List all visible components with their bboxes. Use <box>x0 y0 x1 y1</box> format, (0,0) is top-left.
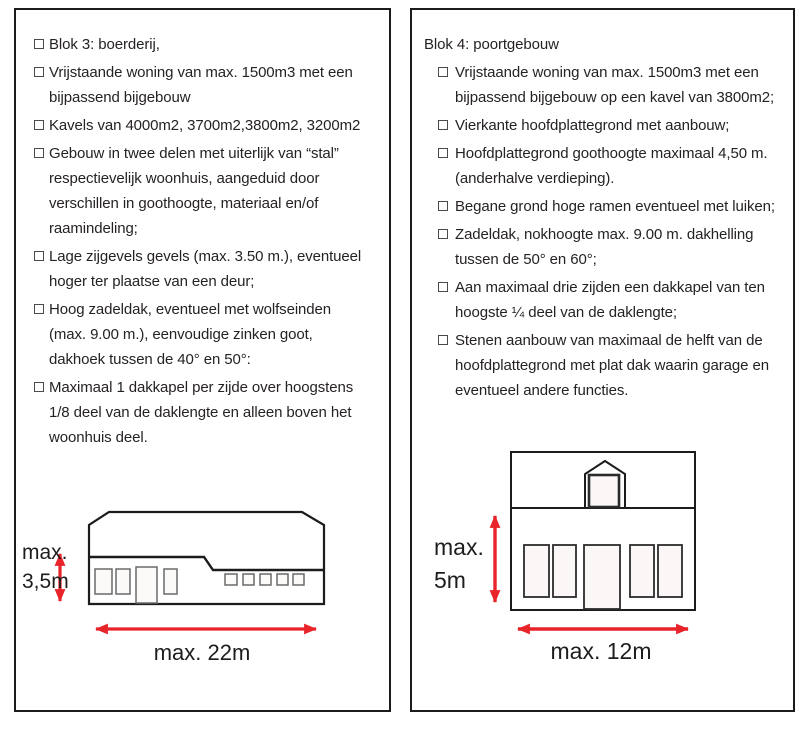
height-label-line2: 5m <box>434 567 466 593</box>
height-label-line2: 3,5m <box>22 570 69 593</box>
window <box>658 545 682 597</box>
door <box>584 545 620 609</box>
list-item <box>412 141 793 191</box>
list-item <box>16 60 389 110</box>
small-window <box>225 574 237 585</box>
door <box>136 567 157 603</box>
list-item-text: Vrijstaande woning van max. 1500m3 met een bijpassend bijgebouw op een kavel van 3800m2; <box>455 64 775 106</box>
list-item-text: Hoog zadeldak, eventueel met wolfseinden (max. 9.00 m.), eenvoudige zinken goot, dakhoek tussen de 40° en 50°: <box>49 301 332 368</box>
list-item <box>16 375 389 450</box>
list-item-text: Vierkante hoofdplattegrond met aanbouw; <box>455 117 730 134</box>
checkbox-bullet-icon <box>438 201 448 211</box>
blok4-rules-list <box>412 32 793 406</box>
blok3-panel <box>14 8 391 712</box>
blok4-panel <box>410 8 795 712</box>
list-item-text: Gebouw in twee delen met uiterlijk van “stal” respectievelijk woonhuis, aangeduid door verschillen in goothoogte, materiaal en/of raamindeling; <box>49 145 339 237</box>
dormer-window <box>589 475 619 507</box>
checkbox-bullet-icon <box>34 251 44 261</box>
window <box>116 569 130 594</box>
checkbox-bullet-icon <box>438 282 448 292</box>
list-item-text: Stenen aanbouw van maximaal de helft van de hoofdplattegrond met plat dak waarin garage en eventueel andere functies. <box>455 332 769 399</box>
blok3-rules-list <box>16 32 389 453</box>
list-item-text: Kavels van 4000m2, 3700m2,3800m2, 3200m2 <box>49 117 361 134</box>
list-item <box>412 328 793 403</box>
window <box>553 545 576 597</box>
list-item-text: Maximaal 1 dakkapel per zijde over hoogstens 1/8 deel van de daklengte en alleen boven het woonhuis deel. <box>49 379 354 446</box>
list-item <box>412 275 793 325</box>
list-item <box>16 297 389 372</box>
checkbox-bullet-icon <box>438 335 448 345</box>
list-item-text: Zadeldak, nokhoogte max. 9.00 m. dakhelling tussen de 50° en 60°; <box>455 226 754 268</box>
list-item <box>412 113 793 138</box>
list-item <box>412 194 793 219</box>
width-dimension-label: max. 12m <box>550 638 652 664</box>
small-window <box>243 574 254 585</box>
list-item <box>16 32 389 57</box>
list-item-text: Blok 3: boerderij, <box>49 36 160 53</box>
list-item <box>16 244 389 294</box>
small-window <box>260 574 271 585</box>
checkbox-bullet-icon <box>34 382 44 392</box>
small-window <box>293 574 304 585</box>
list-item <box>412 222 793 272</box>
checkbox-bullet-icon <box>34 67 44 77</box>
height-dimension-label <box>22 538 69 596</box>
window <box>524 545 549 597</box>
height-dimension-label <box>434 531 484 597</box>
checkbox-bullet-icon <box>438 120 448 130</box>
width-dimension-label: max. 22m <box>153 640 251 665</box>
list-item-text: Lage zijgevels gevels (max. 3.50 m.), eventueel hoger ter plaatse van een deur; <box>49 248 362 290</box>
window <box>164 569 177 594</box>
list-item <box>16 141 389 241</box>
checkbox-bullet-icon <box>34 304 44 314</box>
list-item-text: Begane grond hoge ramen eventueel met luiken; <box>455 198 775 215</box>
checkbox-bullet-icon <box>34 148 44 158</box>
list-item-text: Hoofdplattegrond goothoogte maximaal 4,50 m. (anderhalve verdieping). <box>455 145 768 187</box>
checkbox-bullet-icon <box>34 39 44 49</box>
small-window <box>277 574 288 585</box>
list-item-text: Vrijstaande woning van max. 1500m3 met een bijpassend bijgebouw <box>49 64 353 106</box>
list-item <box>412 60 793 110</box>
list-item <box>16 113 389 138</box>
panel-title: Blok 4: poortgebouw <box>424 36 559 53</box>
farmhouse-elevation-diagram <box>16 490 389 710</box>
checkbox-bullet-icon <box>438 229 448 239</box>
checkbox-bullet-icon <box>34 120 44 130</box>
checkbox-bullet-icon <box>438 67 448 77</box>
window <box>630 545 654 597</box>
checkbox-bullet-icon <box>438 148 448 158</box>
window <box>95 569 112 594</box>
height-label-line1: max. <box>434 534 484 560</box>
list-item-text: Aan maximaal drie zijden een dakkapel van ten hoogste ¼ deel van de daklengte; <box>455 279 765 321</box>
height-label-line1: max. <box>22 541 68 564</box>
